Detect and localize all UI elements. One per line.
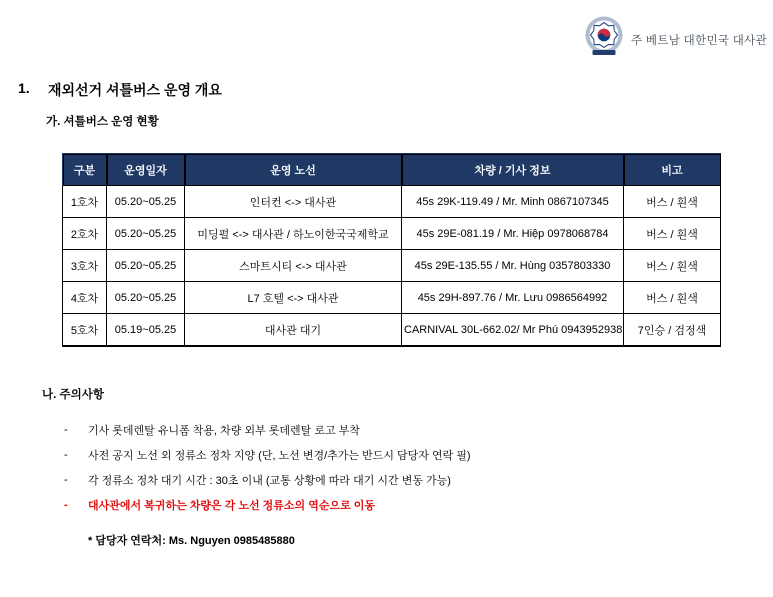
section-a-heading: 가. 셔틀버스 운영 현황 [46, 116, 159, 128]
cell-route: 인터컨 <-> 대사관 [185, 186, 402, 218]
bullet-text: 기사 롯데렌탈 유니폼 착용, 차량 외부 롯데렌탈 로고 부착 [88, 424, 360, 437]
col-header-route: 운영 노선 [185, 154, 402, 186]
table-row [63, 218, 721, 250]
cell-category: 4호차 [63, 282, 107, 314]
bullet-dash: - [64, 423, 68, 436]
table-row [63, 282, 721, 314]
table-row [63, 250, 721, 282]
cell-vehicle: 45s 29E-135.55 / Mr. Hùng 0357803330 [402, 250, 624, 282]
embassy-name: 주 베트남 대한민국 대사관 [631, 34, 767, 47]
list-item-emphasis [64, 492, 704, 517]
table-row [63, 314, 721, 347]
cell-category: 2호차 [63, 218, 107, 250]
shuttle-table-wrap [62, 153, 720, 347]
bullet-text: 사전 공지 노선 외 정류소 정차 지양 (단, 노선 변경/추가는 반드시 담당자 연락 필) [88, 449, 471, 462]
table-header-row [63, 154, 721, 186]
table-row [63, 186, 721, 218]
cell-note: 버스 / 흰색 [624, 282, 721, 314]
bullet-dash: - [64, 473, 68, 486]
bullet-dash: - [64, 498, 68, 511]
cell-note: 버스 / 흰색 [624, 218, 721, 250]
contact-info: * 담당자 연락처: Ms. Nguyen 0985485880 [88, 535, 295, 547]
embassy-emblem-icon [584, 16, 624, 63]
shuttle-table [62, 153, 721, 347]
cell-route: 대사관 대기 [185, 314, 402, 347]
col-header-category: 구분 [63, 154, 107, 186]
title-text: 재외선거 셔틀버스 운영 개요 [48, 82, 222, 98]
bullet-text: 각 정류소 정차 대기 시간 : 30초 이내 (교통 상황에 따라 대기 시간 변동 가능) [88, 474, 451, 487]
list-item [64, 442, 704, 467]
notes-list [64, 417, 704, 517]
cell-vehicle: 45s 29K-119.49 / Mr. Minh 0867107345 [402, 186, 624, 218]
cell-category: 5호차 [63, 314, 107, 347]
embassy-logo [584, 16, 767, 63]
list-item [64, 417, 704, 442]
col-header-note: 비고 [624, 154, 721, 186]
cell-vehicle: CARNIVAL 30L-662.02/ Mr Phú 0943952938 [402, 314, 624, 347]
col-header-dates: 운영일자 [107, 154, 185, 186]
cell-note: 버스 / 흰색 [624, 250, 721, 282]
cell-category: 1호차 [63, 186, 107, 218]
cell-vehicle: 45s 29E-081.19 / Mr. Hiệp 0978068784 [402, 218, 624, 250]
cell-note: 7인승 / 검정색 [624, 314, 721, 347]
section-b-heading: 나. 주의사항 [42, 389, 104, 401]
cell-dates: 05.19~05.25 [107, 314, 185, 347]
title-number: 1. [18, 80, 30, 96]
cell-note: 버스 / 흰색 [624, 186, 721, 218]
col-header-vehicle: 차량 / 기사 정보 [402, 154, 624, 186]
cell-dates: 05.20~05.25 [107, 282, 185, 314]
cell-dates: 05.20~05.25 [107, 186, 185, 218]
cell-category: 3호차 [63, 250, 107, 282]
cell-dates: 05.20~05.25 [107, 250, 185, 282]
bullet-dash: - [64, 448, 68, 461]
list-item [64, 467, 704, 492]
page-title [18, 80, 222, 100]
cell-route: 미딩펄 <-> 대사관 / 하노이한국국제학교 [185, 218, 402, 250]
bullet-text: 대사관에서 복귀하는 차량은 각 노선 정류소의 역순으로 이동 [88, 499, 376, 512]
cell-route: 스마트시티 <-> 대사관 [185, 250, 402, 282]
cell-dates: 05.20~05.25 [107, 218, 185, 250]
cell-route: L7 호텔 <-> 대사관 [185, 282, 402, 314]
cell-vehicle: 45s 29H-897.76 / Mr. Lưu 0986564992 [402, 282, 624, 314]
